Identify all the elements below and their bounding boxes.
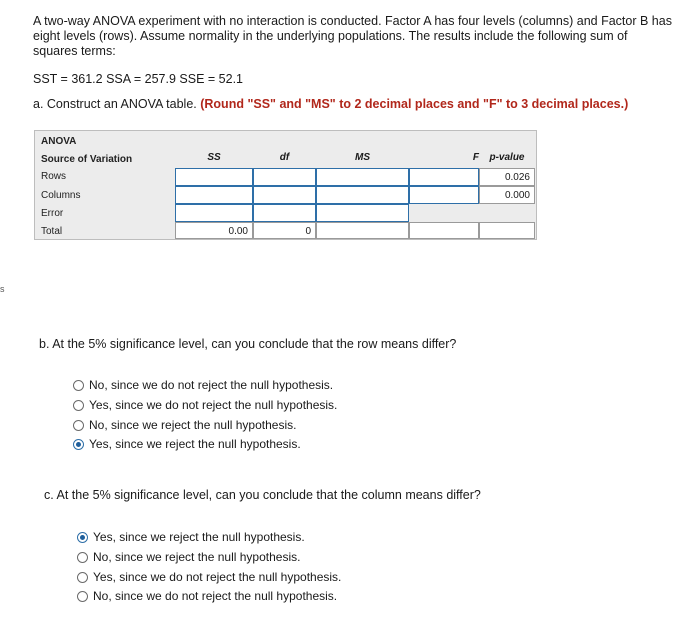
anova-table	[34, 130, 537, 240]
sum-of-squares-terms: SST = 361.2 SSA = 257.9 SSE = 52.1	[33, 72, 243, 86]
radio-button[interactable]	[73, 380, 84, 391]
total-f-blank	[409, 222, 479, 239]
columns-ms-input[interactable]	[316, 186, 409, 204]
part-a-label: a. Construct an ANOVA table.	[33, 97, 197, 111]
error-ms-input[interactable]	[316, 204, 409, 222]
total-ms-blank	[316, 222, 409, 239]
columns-ss-input[interactable]	[175, 186, 253, 204]
part-c-option-4-label: No, since we do not reject the null hypothesis.	[93, 589, 338, 603]
part-b-option-1[interactable]	[73, 378, 333, 392]
rounding-hint: (Round "SS" and "MS" to 2 decimal places and "F" to 3 decimal places.)	[200, 97, 629, 111]
row-label-error: Error	[41, 208, 64, 219]
column-header-df: df	[279, 152, 290, 163]
rows-ss-input[interactable]	[175, 168, 253, 186]
part-b-option-2-label: Yes, since we do not reject the null hypothesis.	[89, 398, 338, 412]
part-c-question: c. At the 5% significance level, can you conclude that the column means differ?	[44, 488, 481, 502]
part-b-option-2[interactable]	[73, 398, 337, 412]
rows-f-input[interactable]	[409, 168, 479, 186]
part-c-option-1[interactable]	[77, 530, 305, 544]
part-b-option-4-label: Yes, since we reject the null hypothesis.	[89, 437, 301, 451]
total-df-value: 0	[253, 222, 316, 239]
error-ss-input[interactable]	[175, 204, 253, 222]
columns-p-value: 0.000	[479, 186, 535, 204]
part-c-option-3-label: Yes, since we do not reject the null hypothesis.	[93, 570, 342, 584]
error-df-input[interactable]	[253, 204, 316, 222]
radio-button[interactable]	[77, 572, 88, 583]
problem-statement: A two-way ANOVA experiment with no interaction is conducted. Factor A has four levels (columns) and Factor B has eight levels (rows). Assume normality in the underlying populations. The results include the following sum of squares terms:	[33, 14, 672, 58]
radio-button[interactable]	[77, 552, 88, 563]
table-title: ANOVA	[41, 136, 77, 147]
rows-df-input[interactable]	[253, 168, 316, 186]
column-header-p-value: p-value	[489, 152, 525, 163]
part-c-option-2[interactable]	[77, 550, 300, 564]
total-ss-value: 0.00	[175, 222, 253, 239]
row-label-rows: Rows	[41, 171, 67, 182]
columns-f-input[interactable]	[409, 186, 479, 204]
part-c-option-4[interactable]	[77, 589, 337, 603]
radio-button-selected[interactable]	[77, 532, 88, 543]
part-c-option-1-label: Yes, since we reject the null hypothesis.	[93, 530, 305, 544]
radio-button[interactable]	[77, 591, 88, 602]
total-p-blank	[479, 222, 535, 239]
column-header-f: F	[472, 152, 479, 163]
radio-button[interactable]	[73, 420, 84, 431]
columns-df-input[interactable]	[253, 186, 316, 204]
radio-button[interactable]	[73, 400, 84, 411]
row-label-total: Total	[41, 226, 63, 237]
part-b-option-3-label: No, since we reject the null hypothesis.	[89, 418, 297, 432]
part-a-prompt	[33, 97, 628, 111]
column-header-ss: SS	[207, 152, 221, 163]
part-b-question: b. At the 5% significance level, can you conclude that the row means differ?	[39, 337, 457, 351]
part-b-option-1-label: No, since we do not reject the null hypothesis.	[89, 378, 334, 392]
rows-ms-input[interactable]	[316, 168, 409, 186]
row-label-columns: Columns	[41, 190, 81, 201]
rows-p-value: 0.026	[479, 168, 535, 186]
source-of-variation-header: Source of Variation	[41, 154, 133, 165]
part-b-option-3[interactable]	[73, 418, 296, 432]
radio-button-selected[interactable]	[73, 439, 84, 450]
part-c-option-3[interactable]	[77, 570, 341, 584]
part-c-option-2-label: No, since we reject the null hypothesis.	[93, 550, 301, 564]
part-b-option-4[interactable]	[73, 437, 301, 451]
column-header-ms: MS	[355, 152, 370, 163]
left-edge-mark: s	[0, 284, 5, 294]
